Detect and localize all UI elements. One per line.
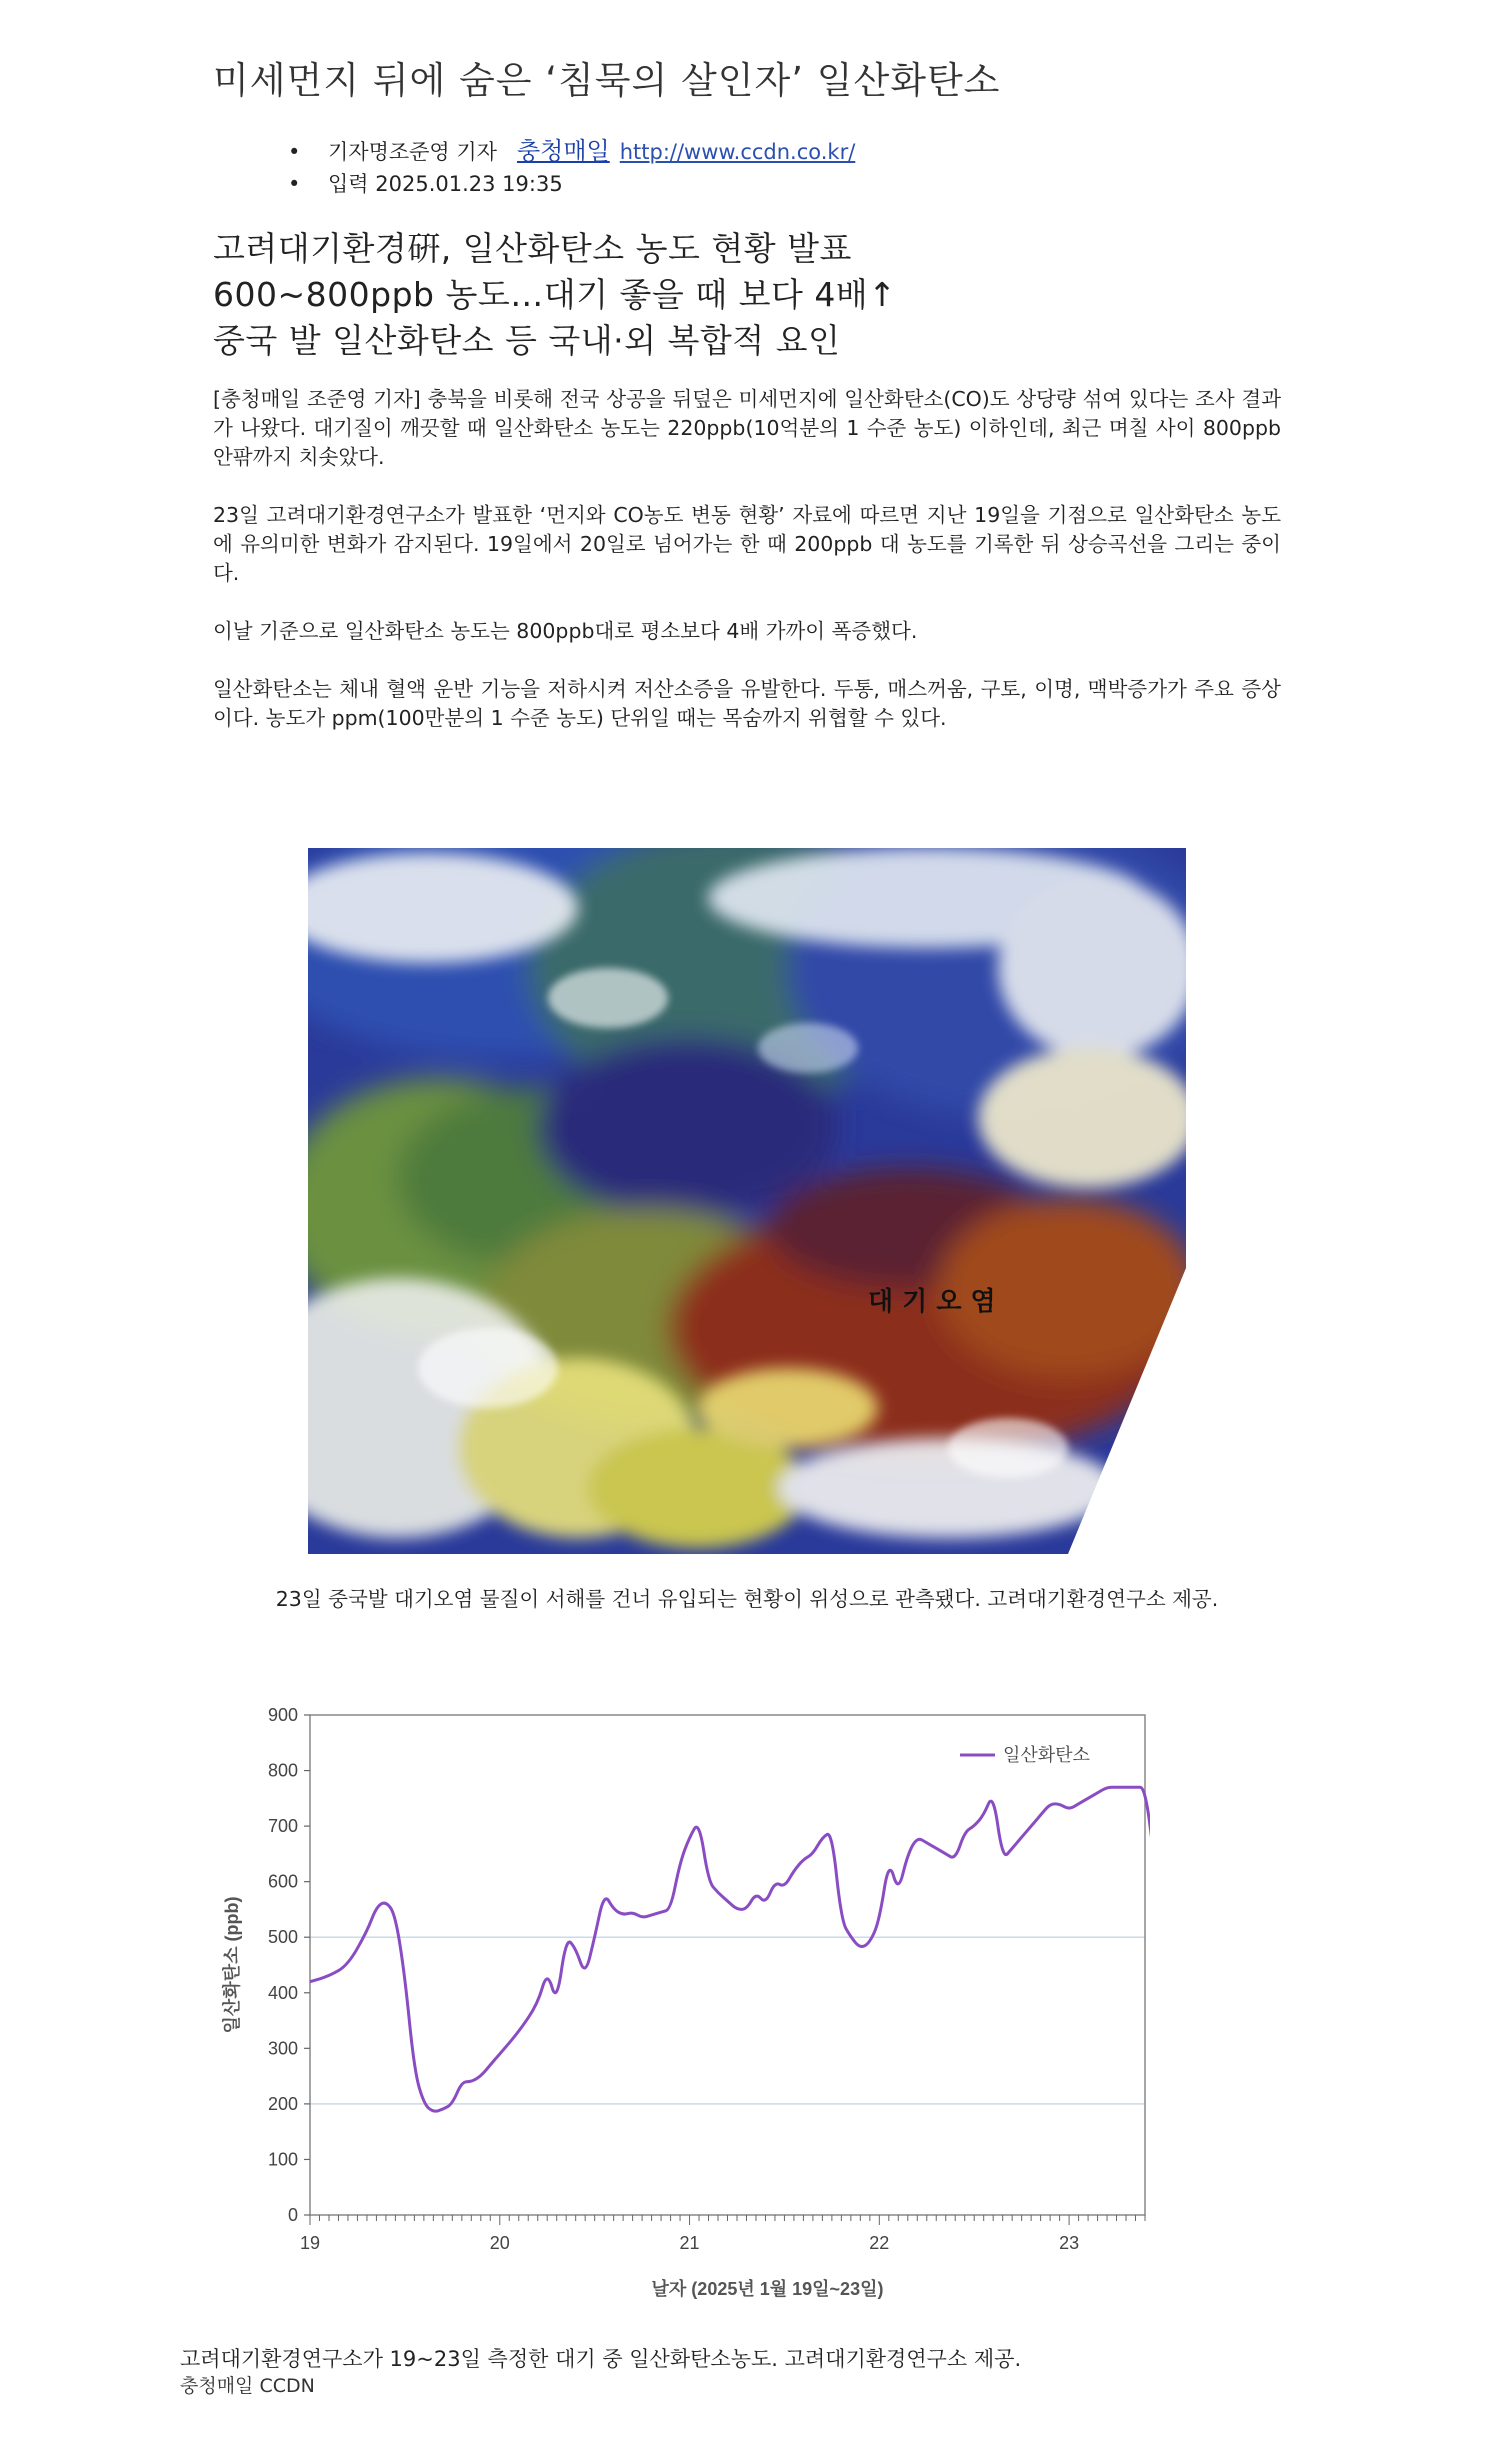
y-tick-label: 200 xyxy=(267,2093,298,2114)
y-tick-label: 900 xyxy=(267,1705,298,1725)
date-row xyxy=(288,168,855,201)
subtitle: 고려대기환경硏, 일산화탄소 농도 현황 발표 xyxy=(213,229,852,268)
y-tick-label: 0 xyxy=(287,2205,298,2225)
article-title: 미세먼지 뒤에 숨은 ‘침묵의 살인자’ 일산화탄소 xyxy=(213,59,1001,102)
y-tick-label: 400 xyxy=(267,1982,298,2003)
paragraph: 이날 기준으로 일산화탄소 농도는 800ppb대로 평소보다 4배 가까이 폭증했다. xyxy=(213,619,918,643)
subtitle: 600~800ppb 농도…대기 좋을 때 보다 4배↑ xyxy=(213,275,897,314)
satellite-label: 대 기 오 염 xyxy=(868,1287,996,1317)
x-tick-label: 23 xyxy=(1059,2233,1080,2253)
article-body xyxy=(213,385,1281,762)
y-axis-label: 일산화탄소 (ppb) xyxy=(222,1896,242,2034)
x-tick-label: 19 xyxy=(299,2233,321,2253)
paragraph: 23일 고려대기환경연구소가 발표한 ‘먼지와 CO농도 변동 현황’ 자료에 따르면 지난 19일을 기점으로 일산화탄소 농도에 유의미한 변화가 감지된다. 19일에서 20일로 넘어가는 한 때 200ppb 대 농도를 기록한 뒤 상승곡선을 그리는 중이다. xyxy=(213,503,1281,585)
subtitle: 중국 발 일산화탄소 등 국내·외 복합적 요인 xyxy=(213,321,841,360)
url-link[interactable]: http://www.ccdn.co.kr/ xyxy=(619,140,856,164)
y-tick-label: 300 xyxy=(267,2038,298,2059)
article-meta xyxy=(288,135,855,201)
bullet: • xyxy=(288,172,301,196)
y-tick-label: 100 xyxy=(267,2149,298,2170)
footer-credit: 충청매일 CCDN xyxy=(180,2375,315,2397)
y-tick-label: 600 xyxy=(267,1871,298,1892)
publish-date: 입력 2025.01.23 19:35 xyxy=(328,172,563,196)
subtitles xyxy=(213,226,896,364)
byline: 기자명조준영 기자 xyxy=(328,140,497,164)
y-tick-label: 500 xyxy=(267,1927,298,1948)
legend-label: 일산화탄소 xyxy=(1003,1745,1090,1765)
x-axis-label: 날자 (2025년 1월 19일~23일) xyxy=(651,2279,884,2299)
co-chart xyxy=(200,1685,1150,2305)
series-line xyxy=(310,1787,1150,2111)
paragraph: [충청매일 조준영 기자] 충북을 비롯해 전국 상공을 뒤덮은 미세먼지에 일산화탄소(CO)도 상당량 섞여 있다는 조사 결과가 나왔다. 대기질이 깨끗할 때 일산화탄소 농도는 220ppb(10억분의 1 수준 농도) 이하인데, 최근 며칠 사이 800ppb 안팎까지 치솟았다. xyxy=(213,387,1281,469)
y-tick-label: 800 xyxy=(267,1760,298,1781)
plot-frame xyxy=(310,1715,1145,2215)
x-tick-label: 21 xyxy=(679,2233,700,2253)
satellite-image xyxy=(308,848,1186,1554)
paragraph: 일산화탄소는 체내 혈액 운반 기능을 저하시켜 저산소증을 유발한다. 두통, 매스꺼움, 구토, 이명, 맥박증가가 주요 증상이다. 농도가 ppm(100만분의 1 수준 농도) 단위일 때는 목숨까지 위협할 수 있다. xyxy=(213,677,1281,730)
x-tick-label: 20 xyxy=(489,2233,510,2253)
chart-caption: 고려대기환경연구소가 19~23일 측정한 대기 중 일산화탄소농도. 고려대기환경연구소 제공. xyxy=(180,2347,1022,2371)
byline-row xyxy=(288,135,855,168)
y-tick-label: 700 xyxy=(267,1816,298,1837)
publisher-link[interactable]: 충청매일 xyxy=(516,137,610,165)
x-tick-label: 22 xyxy=(869,2233,890,2253)
bullet: • xyxy=(288,140,301,164)
image-caption: 23일 중국발 대기오염 물질이 서해를 건너 유입되는 현황이 위성으로 관측됐다. 고려대기환경연구소 제공. xyxy=(275,1587,1219,1611)
